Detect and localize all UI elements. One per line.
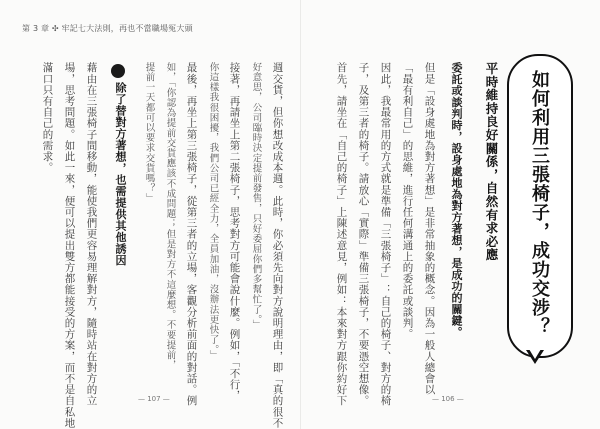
chapter-section-title: 如何利用三張椅子，成功交涉？ bbox=[529, 70, 550, 336]
left-section-head: 除了替對方著想，也需提供其他誘因 bbox=[114, 82, 127, 266]
right-body-col-2: 「最有利自己」的思維，進行任何溝通上的委託或談判。 bbox=[401, 62, 414, 340]
right-body-col-3: 因此，我最常用的方式就是準備「三張椅子」：自己的椅子、對方的椅 bbox=[379, 62, 392, 407]
right-section-head: 委託或談判時，設身處地為對方著想，是成功的關鍵。 bbox=[450, 62, 463, 338]
left-body-col-3: 接著，再請坐上第二張椅子，思考對方可能會說什麼。例如，「不行， bbox=[228, 62, 241, 401]
right-body-col-1: 但是「設身處地為對方著想」是非常抽象的概念。因為一般人總會以 bbox=[423, 62, 436, 395]
left-body-col-1: 週交貨，但你想改成本週。此時，你必須先向對方說明理由，即「真的很不 bbox=[271, 62, 284, 429]
running-head: 第 3 章 ✣ 牢記七大法則，再也不當職場冤大頭 bbox=[22, 24, 193, 33]
page-gutter bbox=[300, 0, 301, 429]
right-body-col-4: 子，及第三者的椅子。請放心「實際」準備三張椅子，不要憑空想像。 bbox=[357, 62, 370, 407]
left-quote-col-7: 提前一天都可以要求交貨嗎？」 bbox=[143, 62, 155, 204]
left-quote-col-2: 好意思，公司臨時決定提前發售，只好委屈你們多幫忙了。」 bbox=[250, 62, 262, 330]
left-body-col-9: 場，思考問題。如此一來，便可以提出雙方都能接受的方案，而不是自私地 bbox=[63, 62, 76, 429]
page-number-right: — 106 — bbox=[432, 395, 464, 403]
right-body-col-5: 首先，請坐在「自己的椅子」上陳述意見，例如：本來對方跟你約好下 bbox=[335, 62, 348, 407]
left-quote-col-6: 如，「你認為提前交貨應該不成問題；但是對方不這麼想。不要提前， bbox=[164, 62, 176, 371]
left-quote-col-4: 你這樣我很困擾，我們公司已經全力，全員加油，沒辦法更快了。」 bbox=[207, 62, 219, 361]
section-bullet-icon bbox=[111, 64, 125, 78]
left-body-col-10: 滿口只有自己的需求。 bbox=[41, 62, 54, 173]
section-deck: 平時維持良好關係，自然有求必應 bbox=[484, 62, 499, 262]
left-body-col-5: 最後，再坐上第三張椅子，從第三者的立場，客觀分析前面的對話。例 bbox=[185, 62, 198, 407]
left-body-col-8: 藉由在三張椅子間移動，能使我們更容易理解對方，隨時站在對方的立 bbox=[85, 62, 98, 407]
page-number-left: — 107 — bbox=[138, 395, 170, 403]
